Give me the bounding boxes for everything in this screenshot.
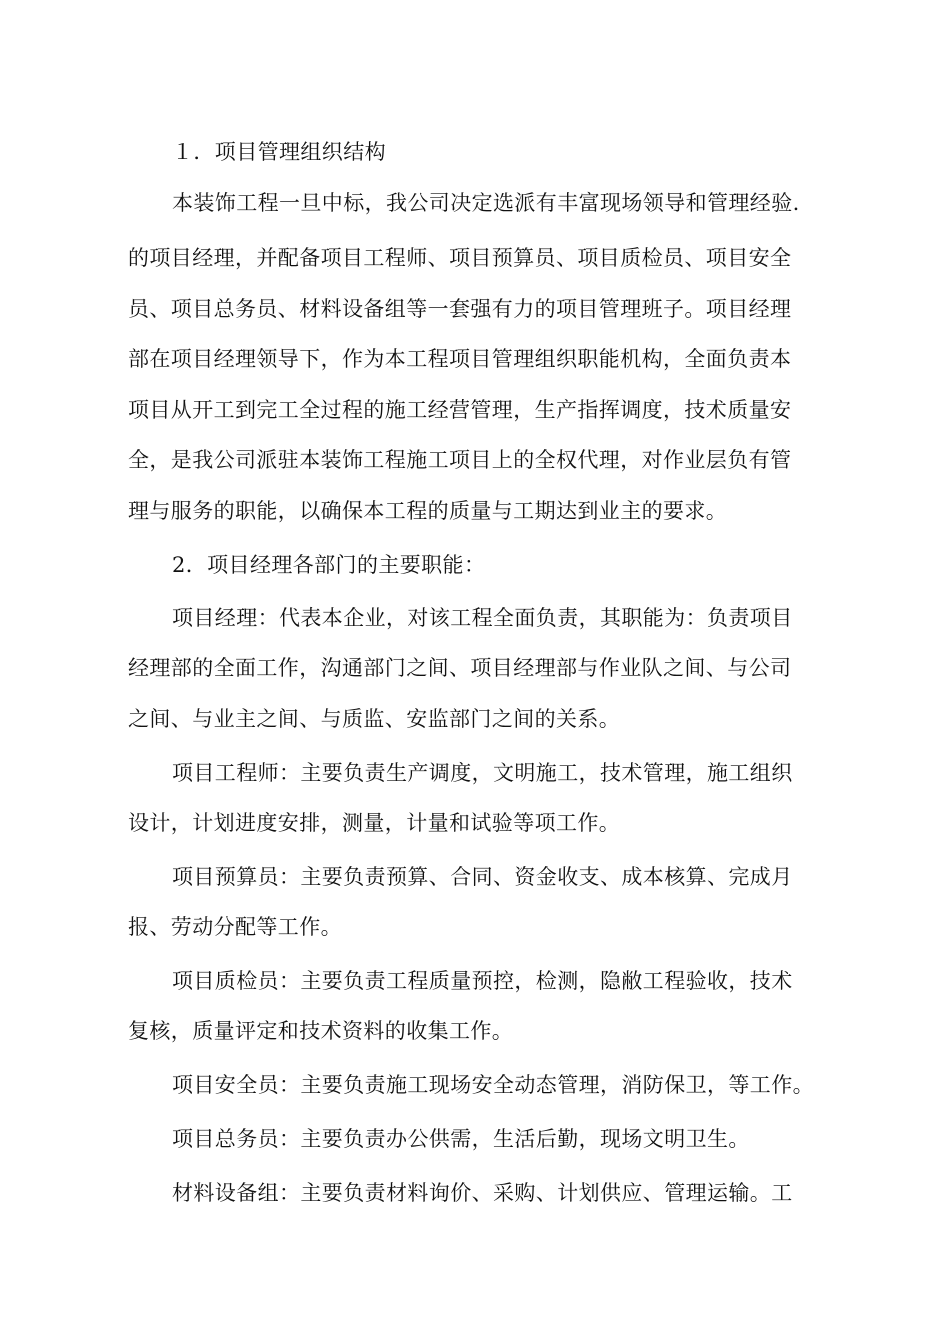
paragraph-line: 项目工程师：主要负责生产调度，文明施工，技术管理，施工组织 xyxy=(172,761,793,785)
paragraph-line: 材料设备组：主要负责材料询价、采购、计划供应、管理运输。工 xyxy=(172,1181,793,1205)
paragraph-line: 本装饰工程一旦中标，我公司决定选派有丰富现场领导和管理经验. xyxy=(172,191,800,215)
paragraph-line: 报、劳动分配等工作。 xyxy=(128,915,342,939)
paragraph-line: 项目经理：代表本企业，对该工程全面负责，其职能为：负责项目 xyxy=(172,606,793,630)
paragraph-line: 理与服务的职能，以确保本工程的质量与工期达到业主的要求。 xyxy=(128,499,728,523)
paragraph-line: 复核，质量评定和技术资料的收集工作。 xyxy=(128,1019,514,1043)
paragraph-line: 之间、与业主之间、与质监、安监部门之间的关系。 xyxy=(128,707,621,731)
paragraph-line: 项目从开工到完工全过程的施工经营管理，生产指挥调度，技术质量安 xyxy=(128,398,792,422)
paragraph-line: 项目预算员：主要负责预算、合同、资金收支、成本核算、完成月 xyxy=(172,865,793,889)
paragraph-line: 项目安全员：主要负责施工现场安全动态管理，消防保卫，等工作。 xyxy=(172,1073,814,1097)
section-heading-functions: 2．项目经理各部门的主要职能： xyxy=(172,553,486,577)
paragraph-line: 项目质检员：主要负责工程质量预控，检测，隐敝工程验收，技术 xyxy=(172,969,793,993)
section-heading-organization: １．项目管理组织结构 xyxy=(172,140,386,164)
paragraph-line: 全，是我公司派驻本装饰工程施工项目上的全权代理，对作业层负有管 xyxy=(128,448,792,472)
paragraph-line: 项目总务员：主要负责办公供需，生活后勤，现场文明卫生。 xyxy=(172,1127,750,1151)
paragraph-line: 经理部的全面工作，沟通部门之间、项目经理部与作业队之间、与公司 xyxy=(128,656,792,680)
paragraph-line: 的项目经理，并配备项目工程师、项目预算员、项目质检员、项目安全 xyxy=(128,246,792,270)
paragraph-line: 部在项目经理领导下，作为本工程项目管理组织职能机构，全面负责本 xyxy=(128,347,792,371)
paragraph-line: 设计，计划进度安排，测量，计量和试验等项工作。 xyxy=(128,811,621,835)
paragraph-line: 员、项目总务员、材料设备组等一套强有力的项目管理班子。项目经理 xyxy=(128,297,792,321)
